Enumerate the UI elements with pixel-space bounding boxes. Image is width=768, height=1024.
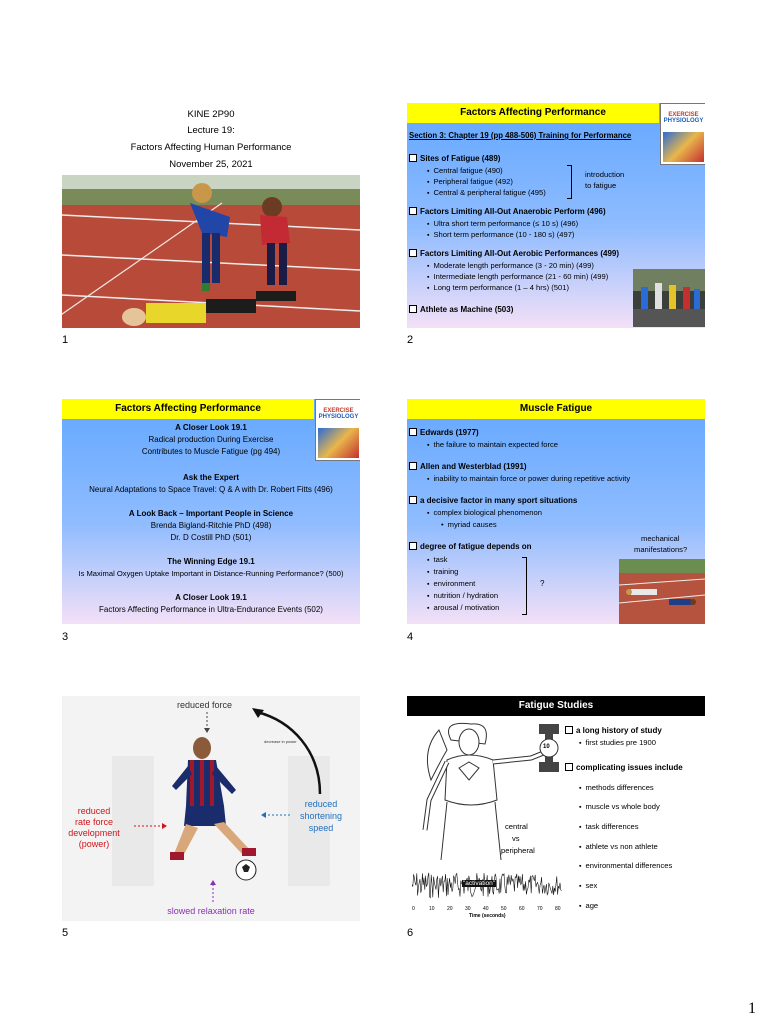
- slide4-point1-sub: ▪ the failure to maintain expected force: [427, 440, 558, 449]
- slide-1: [62, 103, 360, 328]
- superhero-illustration: [411, 720, 569, 860]
- emg-tick: 70: [537, 906, 543, 912]
- slide3-block5-title: A Closer Look 19.1: [175, 593, 247, 602]
- checkbox-icon: [409, 496, 417, 504]
- checkbox-icon: [565, 726, 573, 734]
- emg-tick: 40: [483, 906, 489, 912]
- slide4-point4: degree of fatigue depends on: [409, 542, 532, 551]
- slide4-mech2: manifestations?: [634, 545, 688, 554]
- checkbox-icon: [409, 154, 417, 162]
- slide-6: [407, 696, 705, 921]
- checkbox-icon: [409, 462, 417, 470]
- checkbox-icon: [409, 542, 417, 550]
- slide5-left-label: reduced rate force development (power): [68, 806, 120, 849]
- slide6-issue: ▪ methods differences: [579, 783, 654, 792]
- slide6-number: 6: [407, 927, 414, 939]
- slide6-issue: ▪ task differences: [579, 822, 639, 831]
- checkbox-icon: [409, 207, 417, 215]
- slide4-p4-item: ▪ arousal / motivation: [427, 603, 499, 612]
- book-title-1: EXERCISE: [323, 408, 354, 414]
- slide3-block4-title: The Winning Edge 19.1: [167, 557, 255, 566]
- book-title-2: PHYSIOLOGY: [318, 414, 359, 420]
- book-title-2: PHYSIOLOGY: [663, 118, 704, 124]
- slide3-block2-title: Ask the Expert: [182, 473, 240, 482]
- emg-signal-chart: [412, 868, 562, 908]
- runners-photo: [633, 269, 705, 327]
- track-photo-graphic: [62, 175, 360, 328]
- emg-xlabel: Time (seconds): [469, 913, 506, 919]
- slide6-issue: ▪ age: [579, 901, 598, 910]
- slide6-central: central: [505, 822, 528, 831]
- slide4-point3-sub: ▪ complex biological phenomenon: [427, 508, 542, 517]
- slide4-point3: a decisive factor in many sport situations: [409, 496, 577, 505]
- slide3-block2-line: Neural Adaptations to Space Travel: Q & A with Dr. Robert Fitts (496): [89, 485, 333, 494]
- slide6-point-b: complicating issues include: [565, 763, 683, 772]
- bracket-icon: [567, 165, 572, 199]
- slide2-g1-item: ▪ Central & peripheral fatigue (495): [427, 188, 546, 197]
- slide5-right-label: reduced shortening speed: [299, 799, 343, 833]
- slide6-header: Fatigue Studies: [407, 696, 705, 716]
- slide5-number: 5: [62, 927, 69, 939]
- slide3-block1-line: Radical production During Exercise: [148, 435, 274, 444]
- slide5-top-label: reduced force: [177, 700, 233, 710]
- slide2-section: Section 3: Chapter 19 (pp 488-506) Training for Performance: [409, 131, 632, 140]
- slide1-line1: KINE 2P90: [187, 109, 235, 120]
- slide2-group1: Sites of Fatigue (489): [409, 154, 500, 163]
- slide2-g2-item: ▪ Ultra short term performance (≤ 10 s) (496): [427, 219, 578, 228]
- slide3-block4-line: Is Maximal Oxygen Uptake Important in Distance-Running Performance? (500): [78, 569, 344, 578]
- slide3-block5-line: Factors Affecting Performance in Ultra-Endurance Events (502): [99, 605, 323, 614]
- checkbox-icon: [409, 428, 417, 436]
- dumbbell-label: 10: [543, 744, 550, 750]
- emg-tick: 80: [555, 906, 561, 912]
- textbook-cover: [315, 399, 360, 461]
- slide-3: [62, 399, 360, 624]
- slide4-header: Muscle Fatigue: [407, 399, 705, 419]
- slide3-block1-title: A Closer Look 19.1: [175, 423, 247, 432]
- slide6-point-a: a long history of study: [565, 726, 662, 735]
- emg-activation-label: "activation": [463, 880, 496, 887]
- slide1-line3: Factors Affecting Human Performance: [130, 142, 292, 153]
- slide3-block3-line: Dr. D Costill PhD (501): [170, 533, 252, 542]
- slide4-p4-item: ▪ task: [427, 555, 447, 564]
- slide5-small-label: decrease in power: [264, 739, 297, 744]
- slide2-g1-item: ▪ Peripheral fatigue (492): [427, 177, 513, 186]
- slide2-g3-item: ▪ Long term performance (1 – 4 hrs) (501): [427, 283, 569, 292]
- slide-4: [407, 399, 705, 624]
- emg-tick: 0: [412, 906, 415, 912]
- slide2-g1-item: ▪ Central fatigue (490): [427, 166, 503, 175]
- slide4-point2: Allen and Westerblad (1991): [409, 462, 527, 471]
- collapsed-runners-graphic: [619, 559, 705, 624]
- slide4-point3-subsub: • myriad causes: [441, 520, 497, 529]
- slide2-number: 2: [407, 334, 414, 346]
- slide6-point-a-sub: ▪ first studies pre 1900: [579, 738, 656, 747]
- page-number: 1: [748, 1000, 756, 1017]
- slide4-number: 4: [407, 631, 414, 643]
- slide3-block3-line: Brenda Bigland-Ritchie PhD (498): [150, 521, 272, 530]
- slide5-bottom-label: slowed relaxation rate: [167, 906, 255, 916]
- emg-tick: 50: [501, 906, 507, 912]
- slide6-peripheral: peripheral: [501, 846, 535, 855]
- bracket-icon: [522, 557, 527, 615]
- slide2-group4: Athlete as Machine (503): [409, 305, 513, 314]
- slide6-issue: ▪ environmental differences: [579, 861, 672, 870]
- slide2-group2: Factors Limiting All-Out Anaerobic Perform (496): [409, 207, 606, 216]
- slide6-issue: ▪ sex: [579, 881, 597, 890]
- slide-2: [407, 103, 705, 328]
- slide6-vs: vs: [512, 834, 520, 843]
- slide6-issue: ▪ muscle vs whole body: [579, 802, 660, 811]
- slide-5: [62, 696, 360, 921]
- emg-tick: 10: [429, 906, 435, 912]
- emg-tick: 30: [465, 906, 471, 912]
- textbook-cover: [660, 103, 705, 165]
- slide1-number: 1: [62, 334, 69, 346]
- checkbox-icon: [409, 305, 417, 313]
- slide2-g3-item: ▪ Intermediate length performance (21 - 60 min) (499): [427, 272, 608, 281]
- runners-photo-graphic: [633, 269, 705, 327]
- slide4-mech1: mechanical: [641, 534, 680, 543]
- slide2-note1: introduction: [585, 170, 625, 179]
- emg-tick: 20: [447, 906, 453, 912]
- slide2-group3: Factors Limiting All-Out Aerobic Performances (499): [409, 249, 619, 258]
- slide3-header: Factors Affecting Performance: [62, 399, 314, 419]
- checkbox-icon: [565, 763, 573, 771]
- slide1-line4: November 25, 2021: [169, 159, 253, 170]
- slide6-issue: ▪ athlete vs non athlete: [579, 842, 658, 851]
- slide4-point2-sub: ▪ inability to maintain force or power during repetitive activity: [427, 474, 630, 483]
- slide2-note2: to fatigue: [585, 181, 617, 190]
- slide2-header: Factors Affecting Performance: [407, 103, 659, 123]
- slide4-point1: Edwards (1977): [409, 428, 479, 437]
- soccer-player-image: [164, 736, 264, 886]
- slide3-block1-line: Contributes to Muscle Fatigue (pg 494): [141, 447, 281, 456]
- checkbox-icon: [409, 249, 417, 257]
- slide2-g3-item: ▪ Moderate length performance (3 - 20 min) (499): [427, 261, 594, 270]
- slide4-p4-item: ▪ training: [427, 567, 458, 576]
- slide3-block3-title: A Look Back – Important People in Science: [128, 509, 294, 518]
- collapsed-runners-photo: [619, 559, 705, 624]
- emg-tick: 60: [519, 906, 525, 912]
- book-cover-art: [663, 132, 704, 162]
- slide4-question-mark: ?: [540, 579, 545, 588]
- slide1-line2: Lecture 19:: [187, 125, 235, 136]
- book-title-1: EXERCISE: [668, 112, 699, 118]
- slide4-p4-item: ▪ nutrition / hydration: [427, 591, 498, 600]
- slide3-number: 3: [62, 631, 69, 643]
- book-cover-art: [318, 428, 359, 458]
- slide2-g2-item: ▪ Short term performance (10 - 180 s) (497): [427, 230, 574, 239]
- slide4-p4-item: ▪ environment: [427, 579, 475, 588]
- track-photo: [62, 175, 360, 328]
